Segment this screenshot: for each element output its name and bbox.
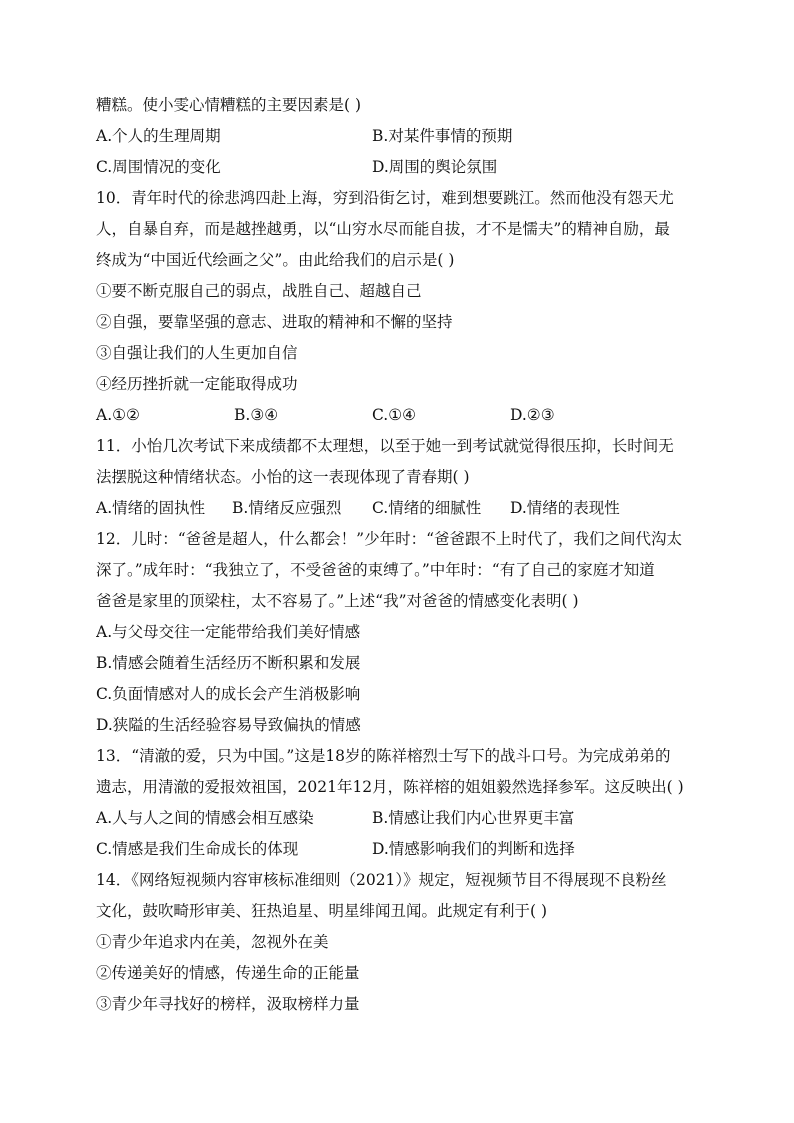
- q13-options-row-1: [96, 803, 706, 834]
- q10-statement-3: ③自强让我们的人生更加自信: [96, 344, 298, 362]
- q9-option-b[interactable]: B.对某件事情的预期: [372, 127, 513, 145]
- q12-option-a[interactable]: A.与父母交往一定能带给我们美好情感: [96, 623, 361, 641]
- q9-option-a[interactable]: A.个人的生理周期: [96, 127, 221, 145]
- q10-stem-line-1: 10．青年时代的徐悲鸿四赴上海，穷到沿街乞讨，难到想要跳江。然而他没有怨天尤: [96, 189, 674, 207]
- q10-option-b[interactable]: B.③④: [234, 406, 279, 424]
- q13-options-row-2: [96, 834, 706, 865]
- q12-stem-line-3: 爸爸是家里的顶梁柱，太不容易了。”上述“我”对爸爸的情感变化表明( ): [96, 592, 579, 610]
- q13-stem-line-1: 13．“清澈的爱，只为中国。”这是18岁的陈祥榕烈士写下的战斗口号。为完成弟弟的: [96, 747, 671, 765]
- q12-stem-line-2: 深了。”成年时：“我独立了，不受爸爸的束缚了。”中年时：“有了自己的家庭才知道: [96, 561, 655, 579]
- q11-option-c[interactable]: C.情绪的细腻性: [372, 499, 482, 517]
- q9-stem-tail: 糟糕。使小雯心情糟糕的主要因素是( ): [96, 96, 362, 114]
- q10-option-d[interactable]: D.②③: [510, 406, 555, 424]
- q10-stem-line-3: 终成为“中国近代绘画之父”。由此给我们的启示是( ): [96, 251, 455, 269]
- q14-stem-line-1: 14．《网络短视频内容审核标准细则（2021）》规定，短视频节目不得展现不良粉丝: [96, 871, 667, 889]
- q11-options-row: [96, 493, 706, 524]
- q10-statement-1: ①要不断克服自己的弱点，战胜自己、超越自己: [96, 282, 422, 300]
- q11-option-a[interactable]: A.情绪的固执性: [96, 499, 206, 517]
- q10-option-c[interactable]: C.①④: [372, 406, 417, 424]
- q11-option-b[interactable]: B.情绪反应强烈: [232, 499, 342, 517]
- q10-statement-2: ②自强，要靠坚强的意志、进取的精神和不懈的坚持: [96, 313, 453, 331]
- q9-options-row-1: [96, 121, 706, 152]
- q12-option-b[interactable]: B.情感会随着生活经历不断积累和发展: [96, 654, 361, 672]
- q10-options-row: [96, 400, 706, 431]
- q12-option-c[interactable]: C.负面情感对人的成长会产生消极影响: [96, 685, 361, 703]
- q14-statement-1: ①青少年追求内在美，忽视外在美: [96, 933, 329, 951]
- q13-option-d[interactable]: D.情感影响我们的判断和选择: [372, 840, 575, 858]
- document-page: [96, 90, 706, 1020]
- q10-option-a[interactable]: A.①②: [96, 406, 140, 424]
- q11-option-d[interactable]: D.情绪的表现性: [510, 499, 620, 517]
- q9-option-c[interactable]: C.周围情况的变化: [96, 158, 221, 176]
- q10-statement-4: ④经历挫折就一定能取得成功: [96, 375, 298, 393]
- q12-option-d[interactable]: D.狭隘的生活经验容易导致偏执的情感: [96, 716, 361, 734]
- q9-option-d[interactable]: D.周围的舆论氛围: [372, 158, 498, 176]
- q9-options-row-2: [96, 152, 706, 183]
- q13-option-b[interactable]: B.情感让我们内心世界更丰富: [372, 809, 575, 827]
- q14-stem-line-2: 文化，鼓吹畸形审美、狂热追星、明星绯闻丑闻。此规定有利于( ): [96, 902, 548, 920]
- q14-statement-2: ②传递美好的情感，传递生命的正能量: [96, 964, 360, 982]
- q11-stem-line-2: 法摆脱这种情绪状态。小怡的这一表现体现了青春期( ): [96, 468, 470, 486]
- q13-stem-line-2: 遗志，用清澈的爱报效祖国，2021年12月，陈祥榕的姐姐毅然选择参军。这反映出( ): [96, 778, 684, 796]
- q12-stem-line-1: 12．儿时：“爸爸是超人，什么都会！”少年时：“爸爸跟不上时代了，我们之间代沟太: [96, 530, 682, 548]
- q10-stem-line-2: 人，自暴自弃，而是越挫越勇，以“山穷水尽而能自拔，才不是懦夫”的精神自励，最: [96, 220, 670, 238]
- q11-stem-line-1: 11．小怡几次考试下来成绩都不太理想，以至于她一到考试就觉得很压抑，长时间无: [96, 437, 674, 455]
- q13-option-c[interactable]: C.情感是我们生命成长的体现: [96, 840, 299, 858]
- q13-option-a[interactable]: A.人与人之间的情感会相互感染: [96, 809, 314, 827]
- q14-statement-3: ③青少年寻找好的榜样，汲取榜样力量: [96, 995, 360, 1013]
